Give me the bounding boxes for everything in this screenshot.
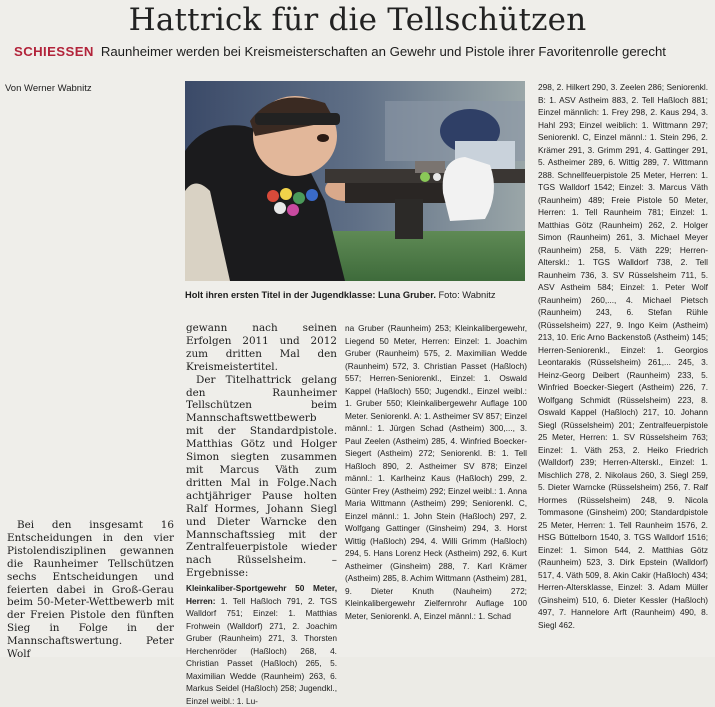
author-byline: Von Werner Wabnitz [5,83,92,94]
col2-p2: Der Titelhattrick gelang den Raunheimer Tellschützen beim Mannschaftswettbewerb mit der Standardpistole. Matthias Götz und Holger Simon siegten zusammen mit Marcus Väth zum dritten Mal in Folge.Nach achtjähriger Pause holten Ralf Hormes, Johann Siegl und Dieter Warncke den Mannschaftssieg mit der Zentralfeuerpistole wieder nach Rüsselsheim. – Ergebnisse: [186,373,337,580]
intro-paragraph: Bei den insgesamt 16 Entscheidungen in den vier Pistolendisziplinen gewannen die Raunheimer Tellschützen sechs Entscheidungen und feierten dabei in Groß-Gerau beim 50-Meter-Wettbewerb mit der Freien Pistole den fünften Sieg in Folge in der Mannschaftswertung. Peter Wolf [7,519,174,661]
col2-results [186,582,337,707]
column-3: na Gruber (Raunheim) 253; Kleinkalibergewehr, Liegend 50 Meter, Herren: Einzel: 1. Joachim Gruber (Raunheim) 575, 2. Maximilian Wedde (Raunheim) 572, 3. Christian Passet (Haßloch) 557; Herren-Seniorenkl., Einzel: 1. Oswald Kappel (Haßloch) 550; Jugendkl., Einzel weibl.: 1. Gruber 550; Kleinkalibergewehr Auflage 100 Meter. Seniorenkl. A: 1. Astheimer SV 857; Einzel männl.: 1. Jürgen Schad (Astheim) 300,..., 3. Paul Zeelen (Astheim) 285, 4. Winfried Boecker-Siegert (Astheim) 272; Seniorenkl. B: 1. Tell Haßloch 890, 2. Astheimer SV 878; Einzel männl.: 1. Karlheinz Kaus (Haßloch) 299, 2. Günter Frey (Astheim) 292; Einzel weibl.: 1. Anna Maria Wittmann (Astheim) 299; Seniorenkl. C, Einzel männl.: 1. John Stein (Haßloch) 297, 2. Wolfgang Gattinger (Ginsheim) 294, 3. Horst Wittig (Haßloch) 294, 4. Willi Grimm (Haßloch) 294, 5. Hans Lorenz Heck (Astheim) 292, 6. Kurt Astheimer (Ginsheim) 288, 7. Karl Krämer (Astheim) 285, 8. Achim Wittmann (Astheim) 281, 9. Dieter Knuth (Nauheim) 272; Kleinkalibergewehr Zielfernrohr Auflage 100 Meter, Seniorenkl. A, Einzel männl.: 1. Schad [345,323,527,621]
section-kicker: SCHIESSEN [14,44,94,59]
column-4: 298, 2. Hilkert 290, 3. Zeelen 286; Seniorenkl. B: 1. ASV Astheim 883, 2. Tell Haßloch 881; Einzel männlich: 1. Frey 298, 2. Kaus 294, 3. Hahl 293; Einzel weiblich: 1. Wittmann 297; Seniorenkl. C, Einzel männl.: 1. Stein 296, 2. Krämer 291, 3. Grimm 291, 4. Gattinger 291, 5. Astheimer 289, 6. Wittig 289, 7. Wittmann 288. Schnellfeuerpistole 25 Meter, Herren: 1. TGS Walldorf 1542; Einzel: 3. Marcus Väth (Raunheim) 489; Freie Pistole 50 Meter, Herren: 1. Tell Raunheim 781; Einzel: 1. Matthias Götz (Raunheim) 262, 2. Holger Simon (Raunheim) 261, 3. Michael Meyer (Raunheim) 258, 5. Väth 229; Herren-Alterskl.: 1. TGS Walldorf 738, 2. Tell Raunheim 736, 3. SV Rüsselsheim 711, 5. ASV Astheim 584; Einzel: 1. Peter Wolf (Raunheim) 260,..., 4. Michael Pietsch (Raunheim) 243, 6. Stefan Rühle (Rüsselsheim) 227, 9. Ingo Keim (Astheim) 213, 10. Eric Arno Backenstoß (Astheim) 145; Herren-Seniorenkl., Einzel: 1. Georgios Leontarakis (Rüsselsheim) 261,... 245, 3. Heinz-Georg Deibert (Raunheim) 233, 5. Winfried Boecker-Siegert (Astheim) 226, 7. Wolfgang Schmidt (Rüsselsheim) 223, 8. Oswald Kappel (Haßloch) 217, 10. Johann Siegl (Rüsselsheim) 201; Zentralfeuerpistole 25 Meter, Herren: 1. SV Rüsselsheim 763; Einzel: 1. Väth 253, 2. Heiko Friedrich (Walldorf) 239; Herren-Alterskl., Einzel: 1. Mischlich 278, 2. Nikolaus 260, 3. Siegl 259, 5. Dieter Warncke (Rüsselsheim) 256, 7. Ralf Hormes (Rüsselsheim) 248, 9. Nicola Tommasone (Ginsheim) 200; Standardpistole 25 Meter, Herren: 1. Tell Raunheim 1576, 2. HSG Büttelborn 1540, 3. TGS Walldorf 1516; Einzel: 1. Simon 544, 2. Matthias Götz (Raunheim) 523, 3. Dirk Epstein (Walldorf) 517, 4. Väth 509, 8. Akin Cakir (Haßloch) 434; Herren-Altersklasse, Einzel: 3. Adam Müller (Ginsheim) 510, 6. Dieter Kessler (Haßloch) 497, 7. Hannelore Arft (Raunheim) 490, 8. Siegl 462. [538,82,708,630]
results-heading: Kleinkaliber-Sportgewehr 50 Meter, Herren: [186,583,337,606]
caption-text: Holt ihren ersten Titel in der Jugendklasse: Luna Gruber. [185,290,436,300]
photo-caption [185,290,525,300]
col2-p1: gewann nach seinen Erfolgen 2011 und 2012 zum dritten Mal den Kreismeistertitel. [186,322,337,373]
subheadline: Raunheimer werden bei Kreismeisterschaften an Gewehr und Pistole ihrer Favoritenrolle gerecht [100,44,666,59]
column-2 [186,322,337,707]
subheadline-row [14,43,714,61]
results-text: 1. Tell Haßloch 791, 2. TGS Walldorf 751; Einzel: 1. Matthias Frohwein (Walldorf) 271, 2. Joachim Gruber (Raunheim) 271, 3. Thorsten Herchenröder (Haßloch) 268, 4. Christian Passet (Haßloch) 265, 5. Maximilian Wedde (Raunheim) 263, 6. Markus Seidel (Haßloch) 258; Jugendkl., Einzel weibl.: 1. Lu- [186,595,337,706]
caption-credit: Foto: Wabnitz [435,290,496,300]
headline: Hattrick für die Tellschützen [128,2,587,38]
shooter-photo [185,81,525,281]
